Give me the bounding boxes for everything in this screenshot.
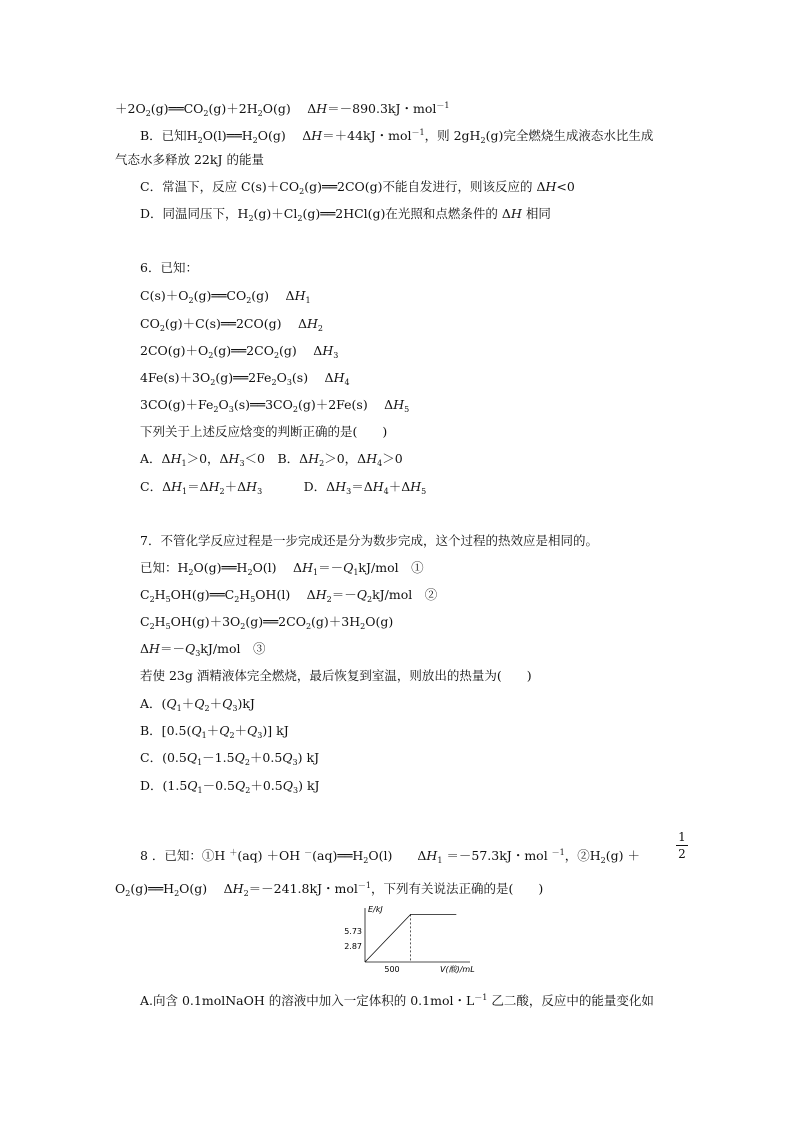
text-line-19: $\Delta H=-Q_3kJ$/mol ③ [140,641,266,658]
text-line-23: C．$(0.5Q_1-1.5Q_2+0.5Q_3)$ kJ [140,750,320,767]
x-tick-500: 500 [384,965,400,974]
text-line-27: A.向含 0.1molNaOH 的溶液中加入一定体积的 0.1mol・$L^{-1}$ 乙二酸，反应中的能量变化如 [140,993,654,1008]
fraction-numerator: 1 [678,830,686,844]
text-line-7: $C(s)+O_2(g)══CO_2(g)$ $\Delta H_1$ [140,288,311,305]
text-line-14: C．$\Delta H_1=\Delta H_2+\Delta H_3$ D．$\Delta H_3=\Delta H_4+\Delta H_5$ [140,479,427,496]
text-line-6: 6．已知： [140,260,198,275]
text-line-24: D．$(1.5Q_1-0.5Q_2+0.5Q_3)$ kJ [140,778,320,795]
text-line-8: $CO_2(g)+C(s)══2CO(g)$ $\Delta H_2$ [140,316,323,333]
text-line-18: $C_2H_5OH(g)+3O_2(g)══2CO_2(g)+3H_2O(g)$ [140,614,394,631]
energy-volume-chart [330,900,480,980]
text-line-17: $C_2H_5OH(g)══C_2H_5OH(l)$ $\Delta H_2=-Q_2kJ$/mol ② [140,587,438,604]
text-line-13: A．$\Delta H_1>0$，$\Delta H_3<0$ B．$\Delta H_2>0$，$\Delta H_4>0$ [140,451,403,468]
text-line-10: $4Fe(s)+3O_2(g)══2Fe_2O_3(s)$ $\Delta H_4$ [140,370,350,387]
text-line-15: 7．不管化学反应过程是一步完成还是分为数步完成，这个过程的热效应是相同的。 [140,533,598,548]
text-line-22: B．$[0.5(Q_1+Q_2+Q_3)]$ kJ [140,723,289,740]
text-line-16: 已知：$H_2O(g)══H_2O(l)$ $\Delta H_1=-Q_1kJ$/mol ① [140,560,424,577]
y-tick-2-87: 2.87 [344,942,362,951]
text-line-3: 气态水多释放 22kJ 的能量 [115,152,264,167]
text-line-5: D．同温同压下，$H_2(g)+Cl_2(g)══2HCl(g)$在光照和点燃条件的 ΔH 相同 [140,206,551,223]
text-line-21: A．$(Q_1+Q_2+Q_3)kJ$ [140,696,255,713]
text-line-4: C．常温下，反应 $C(s)+CO_2(g)══2CO(g)$不能自发进行，则该反应的 ΔH<0 [140,179,575,196]
text-line-26: $O_2(g)══H_2O(g)$ $\Delta H_2=-241.8kJ$・mol$^{-1}$，下列有关说法正确的是( ) [115,881,544,898]
text-line-20: 若使 23g 酒精液体完全燃烧，最后恢复到室温，则放出的热量为( ) [140,668,532,683]
y-tick-5-73: 5.73 [344,927,362,936]
fraction-one-half [676,830,688,861]
text-line-25: 8 ．已知：①H ＋(aq) ＋OH $^-(aq)══H_2O(l)$ $\Delta H_1 =-57.3kJ$・mol $^{-1}$，$②H_2(g)$ ＋ [140,848,640,865]
text-line-9: $2CO(g)+O_2(g)══2CO_2(g)$ $\Delta H_3$ [140,343,339,360]
text-line-12: 下列关于上述反应焓变的判断正确的是( ) [140,424,388,439]
fraction-denominator: 2 [678,847,686,861]
y-axis-label: E/kJ [368,905,383,914]
text-line-2: B．已知$H_2O(l)══H_2O(g)$ ΔH＝＋44kJ・mol$^{-1}$，则 $2gH_2(g)$完全燃烧生成液态水比生成 [140,128,654,145]
text-line-1: $+2O_2(g)══CO_2(g)+2H_2O(g)$ ΔH＝－890.3kJ・mol$^{-1}$ [115,101,450,118]
text-line-11: $3CO(g)+Fe_2O_3(s)══3CO_2(g)+2Fe(s)$ $\Delta H_5$ [140,397,410,414]
x-axis-label: V(酸)/mL [440,965,475,974]
